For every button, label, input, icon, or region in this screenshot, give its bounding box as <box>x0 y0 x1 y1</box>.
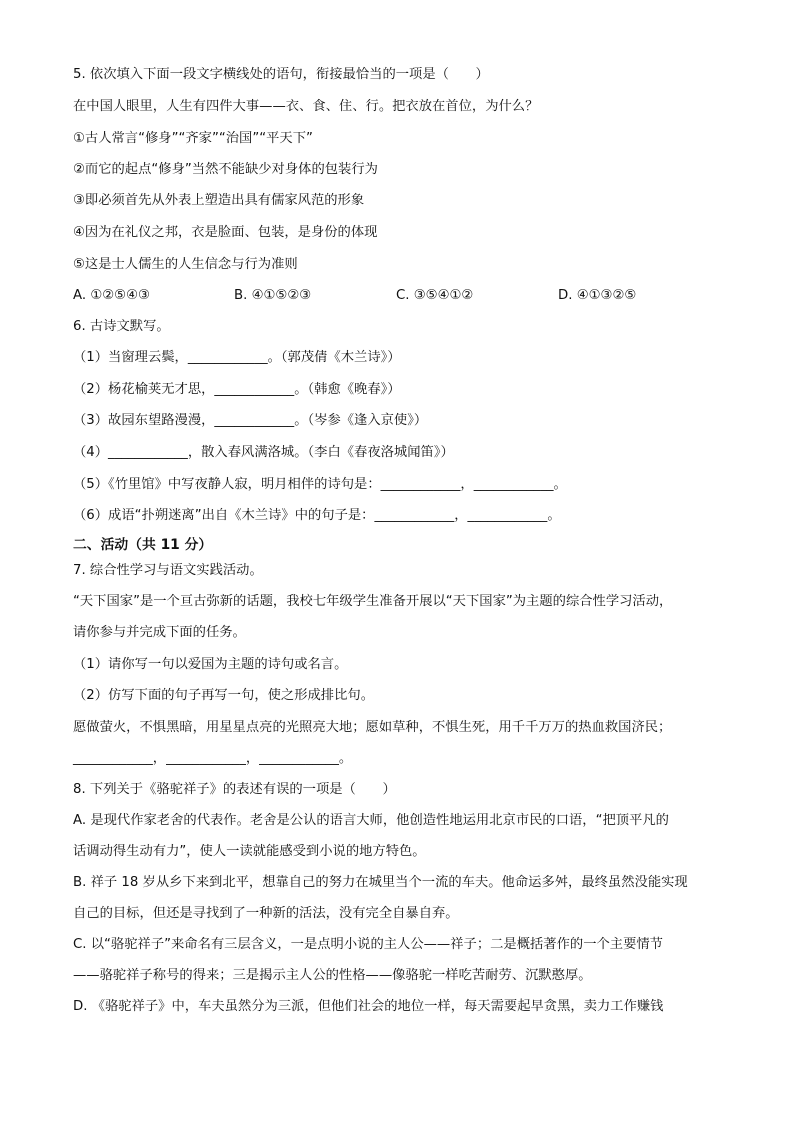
q8-option-a-line-1: A. 是现代作家老舍的代表作。老舍是公认的语言大师，他创造性地运用北京市民的口语，“把顶平凡的 <box>73 813 669 828</box>
q5-option-b: B. ④①⑤②③ <box>234 288 312 303</box>
q5-item-2: ②而它的起点“修身”当然不能缺少对身体的包装行为 <box>73 162 378 177</box>
q8-option-c-line-1: C. 以“骆驼祥子”来命名有三层含义，一是点明小说的主人公——祥子；二是概括著作的一个主要情节 <box>73 937 663 952</box>
q8-option-d-line-1: D. 《骆驼祥子》中，车夫虽然分为三派，但他们社会的地位一样，每天需要起早贪黑，卖力工作赚钱 <box>73 999 664 1014</box>
q5-option-a: A. ①②⑤④③ <box>73 288 150 303</box>
q7-stem: 7. 综合性学习与语文实践活动。 <box>73 563 263 578</box>
q8-option-b-line-1: B. 祥子 18 岁从乡下来到北平，想靠自己的努力在城里当个一流的车夫。他命运多舛，最终虽然没能实现 <box>73 875 688 890</box>
q7-task-1: （1）请你写一句以爱国为主题的诗句或名言。 <box>73 657 348 672</box>
q5-stem: 5. 依次填入下面一段文字横线处的语句，衔接最恰当的一项是（ ） <box>73 67 489 82</box>
q6-item-5: （5）《竹里馆》中写夜静人寂，明月相伴的诗句是：____________，____________。 <box>73 477 567 492</box>
q6-item-6: （6）成语“扑朔迷离”出自《木兰诗》中的句子是：____________，____________。 <box>73 508 561 523</box>
q8-option-b-line-2: 自己的目标，但还是寻找到了一种新的活法，没有完全自暴自弃。 <box>73 906 459 921</box>
q5-passage: 在中国人眼里，人生有四件大事——衣、食、住、行。把衣放在首位，为什么？ <box>73 99 539 114</box>
q7-intro-line-1: “天下国家”是一个亘古弥新的话题，我校七年级学生准备开展以“天下国家”为主题的综合性学习活动， <box>73 594 673 609</box>
q5-item-5: ⑤这是士人儒生的人生信念与行为准则 <box>73 257 298 272</box>
q8-option-a-line-2: 话调动得生动有力”，使人一读就能感受到小说的地方特色。 <box>73 844 426 859</box>
q8-stem: 8. 下列关于《骆驼祥子》的表述有误的一项是（ ） <box>73 782 396 797</box>
q7-example: 愿做萤火，不惧黑暗，用星星点亮的光照亮大地；愿如草种，不惧生死，用千千万万的热血救国济民； <box>73 720 672 735</box>
q6-item-2: （2）杨花榆荚无才思，____________。（韩愈《晚春》） <box>73 382 401 397</box>
q5-option-c: C. ③⑤④①② <box>396 288 474 303</box>
q6-item-3: （3）故园东望路漫漫，____________。（岑参《逢入京使》） <box>73 413 428 428</box>
q8-option-c-line-2: ——骆驼祥子称号的得来；三是揭示主人公的性格——像骆驼一样吃苦耐劳、沉默憨厚。 <box>73 968 592 983</box>
q5-option-d: D. ④①③②⑤ <box>558 288 637 303</box>
q7-intro-line-2: 请你参与并完成下面的任务。 <box>73 625 246 640</box>
q5-item-3: ③即必须首先从外表上塑造出具有儒家风范的形象 <box>73 193 365 208</box>
q7-task-2: （2）仿写下面的句子再写一句，使之形成排比句。 <box>73 688 374 703</box>
q7-blanks: ____________，____________，____________。 <box>73 751 353 766</box>
q6-item-4: （4）____________，散入春风满洛城。（李白《春夜洛城闻笛》） <box>73 445 454 460</box>
q6-stem: 6. 古诗文默写。 <box>73 319 170 334</box>
q6-item-1: （1）当窗理云鬓，____________。（郭茂倩《木兰诗》） <box>73 350 401 365</box>
section-2-title: 二、活动（共 11 分） <box>73 537 213 553</box>
q5-item-4: ④因为在礼仪之邦，衣是脸面、包装，是身份的体现 <box>73 225 378 240</box>
q5-item-1: ①古人常言“修身”“齐家”“治国”“平天下” <box>73 131 313 146</box>
